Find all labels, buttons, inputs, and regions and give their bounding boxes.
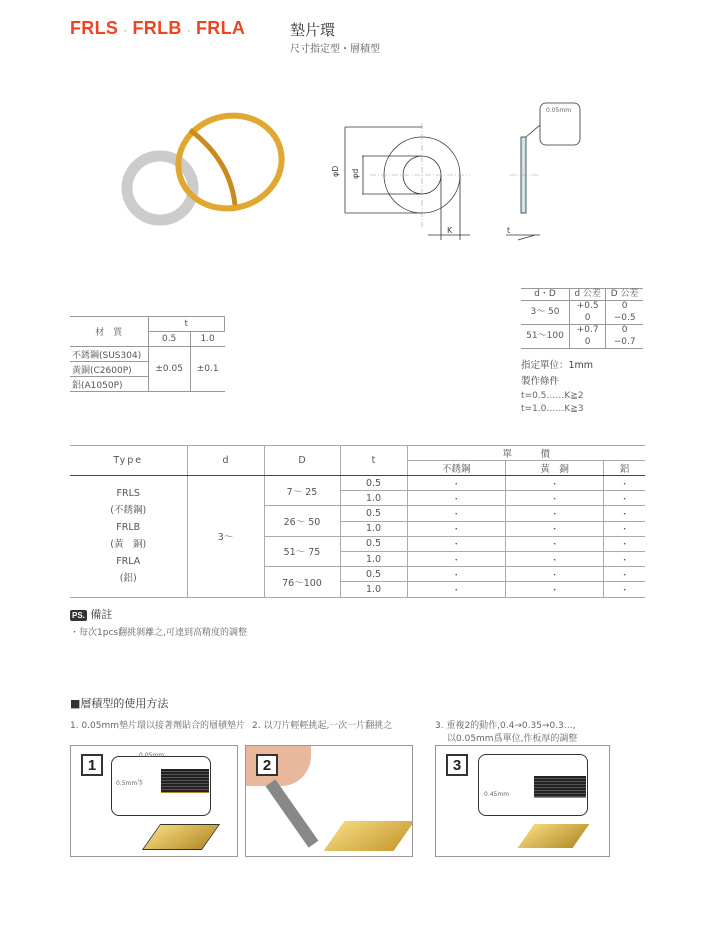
h-t: t bbox=[340, 446, 407, 476]
D-range: 7〜 25 bbox=[264, 476, 340, 506]
dt: +0.5 bbox=[569, 301, 605, 313]
dimension-drawing bbox=[330, 95, 600, 250]
d-value: 3〜 bbox=[187, 476, 264, 598]
label: 0.5mm等 bbox=[116, 780, 144, 787]
note-item: ・每次1pcs翻挑剝離之,可達到高精度的調整 bbox=[70, 628, 247, 638]
price-cell: ・ bbox=[505, 582, 603, 597]
price-cell: ・ bbox=[407, 476, 505, 491]
h: D 公差 bbox=[606, 289, 643, 301]
price-cell: ・ bbox=[604, 521, 645, 536]
code-frla: FRLA bbox=[196, 18, 246, 38]
price-cell: ・ bbox=[505, 506, 603, 521]
h-mat: 鋁 bbox=[604, 461, 645, 476]
type-label: (黃 銅) bbox=[110, 539, 147, 551]
step3-text2: 以0.05mm爲單位,作板厚的調整 bbox=[447, 734, 578, 744]
range: 51〜100 bbox=[521, 325, 569, 349]
product-photo bbox=[120, 110, 295, 235]
price-cell: ・ bbox=[505, 491, 603, 506]
D-range: 26〜 50 bbox=[264, 506, 340, 536]
material: 黃銅(C2600P) bbox=[70, 362, 148, 377]
t-value: 0.5 bbox=[340, 506, 407, 521]
material: 鋁(A1050P) bbox=[70, 377, 148, 392]
label: 0.05mm bbox=[139, 752, 165, 759]
t-value: 1.0 bbox=[340, 551, 407, 566]
usage-title: ■層積型的使用方法 bbox=[70, 697, 169, 710]
step3-illustration bbox=[435, 745, 610, 857]
t-value: 0.5 bbox=[340, 567, 407, 582]
material: 不銹鋼(SUS304) bbox=[70, 347, 148, 362]
code-frls: FRLS bbox=[70, 18, 119, 38]
callout-label: 0.05mm bbox=[546, 107, 572, 114]
header-t: t bbox=[148, 317, 225, 332]
phi-d-label: φd bbox=[351, 168, 360, 179]
t-value: 1.0 bbox=[340, 582, 407, 597]
ps-badge: PS. bbox=[72, 611, 85, 620]
product-codes bbox=[70, 18, 245, 39]
price-cell: ・ bbox=[604, 506, 645, 521]
label: 0.45mm bbox=[484, 791, 510, 798]
price-cell: ・ bbox=[604, 551, 645, 566]
price-cell: ・ bbox=[505, 551, 603, 566]
type-label: FRLS bbox=[116, 488, 140, 500]
price-cell: ・ bbox=[604, 476, 645, 491]
unit: 指定單位：1mm bbox=[521, 360, 594, 371]
sep: · bbox=[123, 23, 128, 37]
Dt: −0.7 bbox=[606, 337, 643, 349]
price-cell: ・ bbox=[505, 521, 603, 536]
product-subtitle: 尺寸指定型・層積型 bbox=[290, 44, 380, 55]
tolerance-table bbox=[521, 288, 643, 349]
t-value: 0.5 bbox=[340, 476, 407, 491]
type-label: FRLA bbox=[116, 556, 141, 568]
t-05: 0.5 bbox=[148, 332, 190, 347]
condition: t=0.5……K≧2 bbox=[521, 391, 584, 401]
t-10: 1.0 bbox=[190, 332, 224, 347]
price-cell: ・ bbox=[604, 567, 645, 582]
price-cell: ・ bbox=[505, 567, 603, 582]
material-table bbox=[70, 316, 225, 392]
h-type: Type bbox=[70, 446, 187, 476]
price-cell: ・ bbox=[407, 551, 505, 566]
h-D: D bbox=[264, 446, 340, 476]
price-cell: ・ bbox=[407, 506, 505, 521]
t-value: 1.0 bbox=[340, 491, 407, 506]
type-label: (鋁) bbox=[119, 573, 137, 585]
tol-10: ±0.1 bbox=[190, 347, 224, 392]
price-cell: ・ bbox=[407, 567, 505, 582]
dt: 0 bbox=[569, 337, 605, 349]
h: d・D bbox=[521, 289, 569, 301]
phi-D-label: φD bbox=[331, 165, 340, 177]
header-material: 材 質 bbox=[70, 317, 148, 347]
tol-05: ±0.05 bbox=[148, 347, 190, 392]
step-number: 1 bbox=[81, 754, 103, 776]
K-label: K bbox=[447, 226, 453, 235]
Dt: 0 bbox=[606, 301, 643, 313]
step-number: 3 bbox=[446, 754, 468, 776]
price-cell: ・ bbox=[604, 536, 645, 551]
h: d 公差 bbox=[569, 289, 605, 301]
price-cell: ・ bbox=[604, 491, 645, 506]
step-number: 2 bbox=[256, 754, 278, 776]
price-cell: ・ bbox=[407, 521, 505, 536]
sep: · bbox=[186, 23, 191, 37]
h-price: 單 價 bbox=[407, 446, 645, 461]
h-mat: 不銹鋼 bbox=[407, 461, 505, 476]
t-value: 1.0 bbox=[340, 521, 407, 536]
price-table bbox=[70, 445, 645, 598]
h-d: d bbox=[187, 446, 264, 476]
step3-text: 3. 重複2的動作,0.4→0.35→0.3…, bbox=[435, 721, 576, 731]
D-range: 51〜 75 bbox=[264, 536, 340, 566]
code-frlb: FRLB bbox=[132, 18, 182, 38]
price-cell: ・ bbox=[407, 582, 505, 597]
step1-illustration bbox=[70, 745, 238, 857]
t-label: t bbox=[507, 226, 511, 235]
price-cell: ・ bbox=[604, 582, 645, 597]
type-label: (不銹鋼) bbox=[110, 505, 147, 517]
dt: +0.7 bbox=[569, 325, 605, 337]
h-mat: 黃 銅 bbox=[505, 461, 603, 476]
t-value: 0.5 bbox=[340, 536, 407, 551]
range: 3〜 50 bbox=[521, 301, 569, 325]
step2-illustration bbox=[245, 745, 413, 857]
type-label: FRLB bbox=[116, 522, 141, 534]
dt: 0 bbox=[569, 313, 605, 325]
step1-text: 1. 0.05mm墊片環以接著劑貼合的層積墊片 bbox=[70, 721, 246, 731]
spec-notes bbox=[521, 358, 593, 416]
step2-text: 2. 以刀片輕輕挑起,一次一片翻挑之 bbox=[252, 721, 393, 731]
notes-heading: 備註 bbox=[90, 608, 113, 621]
Dt: −0.5 bbox=[606, 313, 643, 325]
condition-title: 製作條件 bbox=[521, 376, 560, 387]
condition: t=1.0……K≧3 bbox=[521, 404, 584, 414]
price-cell: ・ bbox=[505, 476, 603, 491]
D-range: 76〜100 bbox=[264, 567, 340, 597]
table-row bbox=[70, 476, 645, 491]
Dt: 0 bbox=[606, 325, 643, 337]
price-cell: ・ bbox=[407, 491, 505, 506]
product-name: 墊片環 bbox=[290, 21, 336, 39]
price-cell: ・ bbox=[407, 536, 505, 551]
price-cell: ・ bbox=[505, 536, 603, 551]
notes-title bbox=[70, 606, 112, 622]
